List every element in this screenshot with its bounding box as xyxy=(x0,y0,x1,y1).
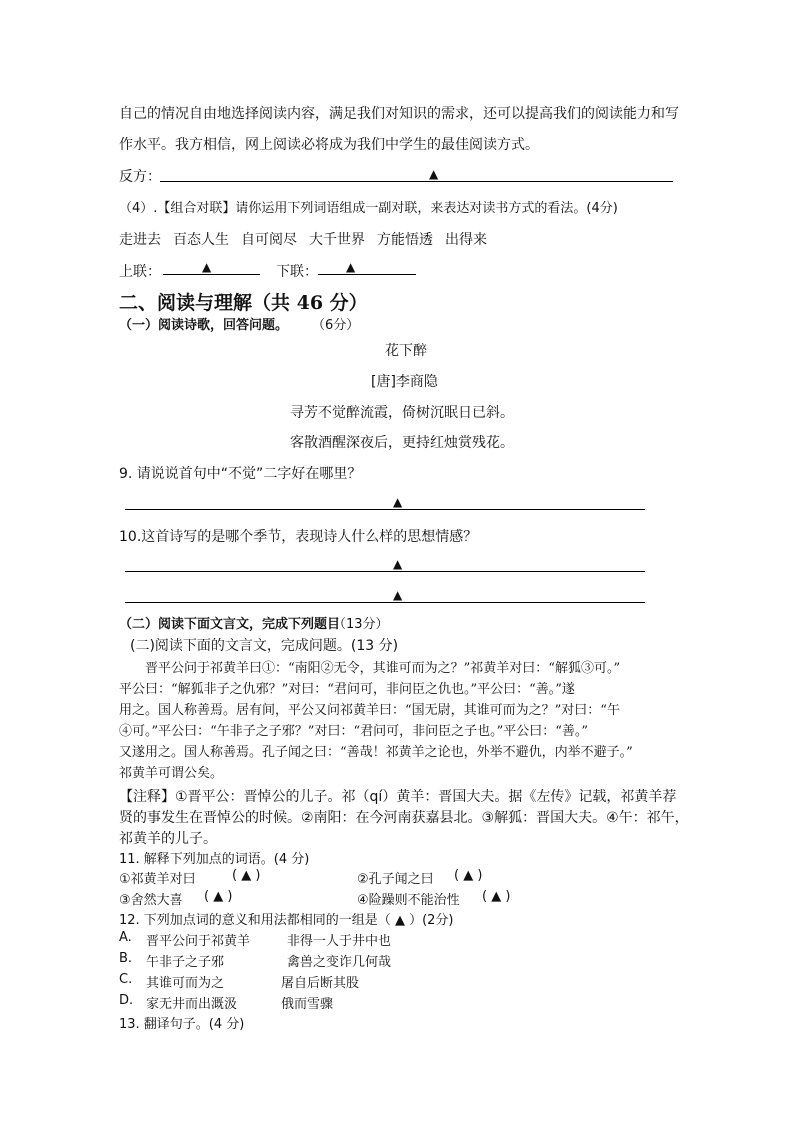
q12-option-label: C. xyxy=(119,972,133,987)
q10-prompt: 10.这首诗写的是哪个季节，表现诗人什么样的思想情感？ xyxy=(119,529,478,545)
poem-title: 花下醉 xyxy=(385,343,427,359)
part1-score: （6分） xyxy=(312,318,360,333)
couplet-word: 大千世界 xyxy=(309,232,365,248)
fanfang-label: 反方： xyxy=(119,169,161,185)
classical-line: 平公曰：“解狐非子之仇邪？”对曰：“君问可，非问臣之仇也。”平公曰：“善。”遂 xyxy=(119,682,575,697)
part2-title: （二）阅读下面文言文，完成下列题目 xyxy=(119,617,341,632)
q11-prompt: 11. 解释下列加点的词语。(4 分) xyxy=(119,852,310,867)
q12-option-a: 晋平公问于祁黄羊 xyxy=(146,934,251,949)
intro-line-1: 自己的情况自由地选择阅读内容，满足我们对知识的需求，还可以提高我们的阅读能力和写 xyxy=(119,106,679,122)
shanglian-answer-line[interactable] xyxy=(163,274,260,275)
answer-triangle-mark: ▲ xyxy=(202,260,212,274)
answer-triangle-mark: ▲ xyxy=(346,260,356,274)
q12-option-a: 午非子之子邪 xyxy=(146,955,225,970)
q11-item-blank[interactable]: ( ▲ ) xyxy=(232,868,261,883)
answer-triangle-mark: ▲ xyxy=(393,495,403,509)
couplet-word: 自可阅尽 xyxy=(241,232,297,248)
note-line: 贤的事发生在晋悼公的时候。②南阳：在今河南获嘉县北。③解狐：晋国大夫。④午：祁午， xyxy=(119,810,689,826)
q11-item-text: ①祁黄羊对曰 xyxy=(119,872,196,887)
answer-triangle-mark: ▲ xyxy=(429,167,439,181)
xialian-label: 下联： xyxy=(276,264,318,280)
q12-option-b: 非得一人于井中也 xyxy=(287,934,392,949)
xialian-answer-line[interactable] xyxy=(318,274,416,275)
q11-item-blank[interactable]: ( ▲ ) xyxy=(482,889,511,904)
classical-line: ④可。”平公曰：“午非子之子邪？”对曰：“君问可，非问臣之子也。”平公曰：“善。” xyxy=(119,724,589,739)
q12-option-b: 屠自后断其股 xyxy=(281,976,360,991)
part2-score: （13分） xyxy=(333,617,389,632)
q12-prompt: 12. 下列加点词的意义和用法都相同的一组是（ ▲ ）(2分) xyxy=(119,913,454,928)
q12-option-label: D. xyxy=(119,993,134,1008)
q9-answer-line[interactable] xyxy=(125,509,645,510)
poem-line-1: 寻芳不觉醉流霞，倚树沉眠日已斜。 xyxy=(290,405,514,421)
couplet-word: 方能悟透 xyxy=(377,232,433,248)
q12-option-label: A. xyxy=(119,930,132,945)
q11-item-text: ③舍然大喜 xyxy=(119,893,183,908)
classical-line: 又遂用之。国人称善焉。孔子闻之曰：“善哉！祁黄羊之论也，外举不避仇，内举不避子。” xyxy=(119,745,633,760)
q4-prompt: （4）.【组合对联】请你运用下列词语组成一副对联，来表达对读书方式的看法。(4分) xyxy=(119,201,618,216)
couplet-word: 出得来 xyxy=(445,232,487,248)
q12-option-label: B. xyxy=(119,951,133,966)
q12-option-b: 俄而雪骤 xyxy=(281,997,334,1012)
section2-title: 二、阅读与理解（共 46 分） xyxy=(119,292,368,314)
intro-line-2: 作水平。我方相信，网上阅读必将成为我们中学生的最佳阅读方式。 xyxy=(119,137,539,153)
part1-title: （一）阅读诗歌，回答问题。 xyxy=(119,318,289,333)
q10-answer-line-2[interactable] xyxy=(125,602,645,603)
classical-line: 用之。国人称善焉。居有间，平公又问祁黄羊曰：“国无尉，其谁可而为之？”对曰：“午 xyxy=(119,703,620,718)
classical-line: 祁黄羊可谓公矣。 xyxy=(119,766,224,781)
note-line: 【注释】①晋平公：晋悼公的儿子。祁（qí）黄羊：晋国大夫。据《左传》记载，祁黄羊荐 xyxy=(119,789,677,805)
part2-subtitle: (二)阅读下面的文言文，完成问题。(13 分) xyxy=(130,638,399,654)
q11-item-blank[interactable]: ( ▲ ) xyxy=(204,889,233,904)
q13-prompt: 13. 翻译句子。(4 分) xyxy=(119,1017,245,1032)
q11-item-text: ④险躁则不能治性 xyxy=(357,893,460,908)
q9-prompt: 9. 请说说首句中“不觉”二字好在哪里？ xyxy=(119,466,362,482)
q11-item-text: ②孔子闻之曰 xyxy=(357,872,434,887)
answer-triangle-mark: ▲ xyxy=(393,588,403,602)
poem-author: [唐]李商隐 xyxy=(371,374,438,390)
couplet-word: 走进去 xyxy=(119,232,161,248)
shanglian-label: 上联： xyxy=(119,264,161,280)
q12-option-a: 家无井而出溉汲 xyxy=(146,997,238,1012)
couplet-word: 百态人生 xyxy=(173,232,229,248)
fanfang-answer-line[interactable] xyxy=(160,181,673,182)
q11-item-blank[interactable]: ( ▲ ) xyxy=(454,868,483,883)
note-line: 祁黄羊的儿子。 xyxy=(119,831,217,847)
answer-triangle-mark: ▲ xyxy=(393,557,403,571)
q12-option-a: 其谁可而为之 xyxy=(146,976,225,991)
poem-line-2: 客散酒醒深夜后，更持红烛赏残花。 xyxy=(290,435,514,451)
q10-answer-line-1[interactable] xyxy=(125,571,645,572)
q12-option-b: 禽兽之变诈几何哉 xyxy=(287,955,392,970)
classical-line: 晋平公问于祁黄羊曰①：“南阳②无令，其谁可而为之？”祁黄羊对曰：“解狐③可。” xyxy=(145,661,621,676)
